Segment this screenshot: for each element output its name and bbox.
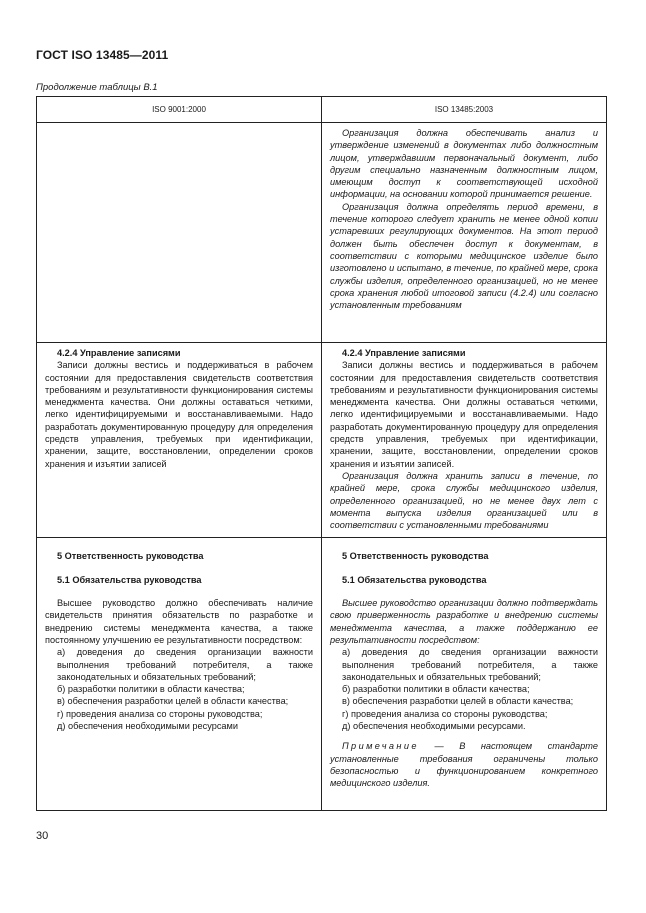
column-header-iso13485: ISO 13485:2003 [322, 97, 607, 123]
table-caption: Продолжение таблицы В.1 [36, 82, 158, 93]
paragraph: Записи должны вестись и поддерживаться в рабочем состоянии для предоставления свидетельств соответствия требованиям и результативности функционирования системы менеджмента качества. Они должны оставаться четкими, легко идентифицируемыми и восстанавливаемыми. Надо разработать документированную процедуру для определения средств управления, требуемых при идентификации, хранении, защите, восстановлении, определении сроков хранения и изъятии записей [45, 360, 313, 469]
list-item: б) разработки политики в области качества; [57, 684, 245, 695]
document-header: ГОСТ ISO 13485—2011 [36, 48, 169, 62]
table-cell-right [322, 343, 607, 538]
table-cell-left [37, 123, 322, 343]
subsection-heading: 5.1 Обязательства руководства [342, 574, 487, 585]
paragraph: Высшее руководство организации должно подтверждать свою приверженность разработке и внедрению системы менеджмента качества, а также поддержанию ее результативности посредством: [330, 598, 598, 645]
table-cell-left [37, 343, 322, 538]
note-text: — В настоящем стандарте установленные требования ограничены только безопасностью и функционированием конкретного медицинского изделия. [330, 741, 599, 789]
table-row [37, 123, 607, 343]
section-heading: 4.2.4 Управление записями [57, 348, 181, 358]
table-row [37, 343, 607, 538]
list-item: г) проведения анализа со стороны руководства; [57, 708, 263, 719]
list-item: г) проведения анализа со стороны руководства; [342, 708, 548, 719]
list-item: б) разработки политики в области качества; [342, 684, 530, 695]
paragraph: Организация должна определять период времени, в течение которого следует хранить не менее одной копии устаревших регулирующих документов. На этот период должен быть обеспечен доступ к документам, в соответствии с которыми медицинское изделие было изготовлено и испытано, в течение, по крайней мере, срока службы изделия, определенного организацией, но не менее срока хранения любой итоговой записи (4.2.4) или согласно установленным требованиям [330, 201, 598, 311]
section-heading: 5 Ответственность руководства [342, 551, 489, 562]
comparison-table [36, 96, 607, 811]
paragraph: Записи должны вестись и поддерживаться в рабочем состоянии для предоставления свидетельств соответствия требованиям и результативности функционирования системы менеджмента качества. Они должны оставаться четкими, легко идентифицируемыми и восстанавливаемыми. Надо разработать документированную процедуру для определения средств управления, требуемых при идентификации, хранении, защите, восстановлении, определении сроков хранения и изъятии записей. [330, 360, 598, 469]
table-row [37, 538, 607, 811]
section-heading: 5 Ответственность руководства [57, 551, 204, 562]
paragraph: Организация должна хранить записи в течение, по крайней мере, срока службы медицинского изделия, определенного организацией, но не менее двух лет с момента выпуска изделия организацией или в соответствии с установленными требованиями [330, 470, 598, 531]
table-cell-right [322, 538, 607, 811]
paragraph: Организация должна обеспечивать анализ и утверждение изменений в документах либо должностным лицом, утверждавшим первоначальный документ, либо другим специально назначенным должностным лицом, имеющим доступ к соответствующей исходной информации, на основании которой принимается решение. [330, 128, 598, 200]
page-number: 30 [36, 830, 49, 842]
list-item: а) доведения до сведения организации важности выполнения требований потребителя, а также законодательных и обязательных требований; [57, 647, 313, 682]
list-item: д) обеспечения необходимыми ресурсами [57, 721, 238, 732]
list-item: а) доведения до сведения организации важности выполнения требований потребителя, а также законодательных и обязательных требований; [342, 647, 598, 682]
paragraph: Высшее руководство должно обеспечивать наличие свидетельств принятия обязательств по разработке и внедрению системы менеджмента качества, а также постоянному улучшению ее результативности посредством: [45, 598, 313, 645]
table-cell-left [37, 538, 322, 811]
column-header-iso9001: ISO 9001:2000 [37, 97, 322, 123]
subsection-heading: 5.1 Обязательства руководства [57, 574, 202, 585]
list-item: в) обеспечения разработки целей в области качества; [342, 696, 574, 707]
list-item: в) обеспечения разработки целей в области качества; [57, 696, 289, 707]
table-cell-right [322, 123, 607, 343]
note [330, 740, 598, 789]
note-label: Примечание [342, 741, 419, 752]
section-heading: 4.2.4 Управление записями [342, 348, 466, 358]
list-item: д) обеспечения необходимыми ресурсами. [342, 721, 526, 732]
